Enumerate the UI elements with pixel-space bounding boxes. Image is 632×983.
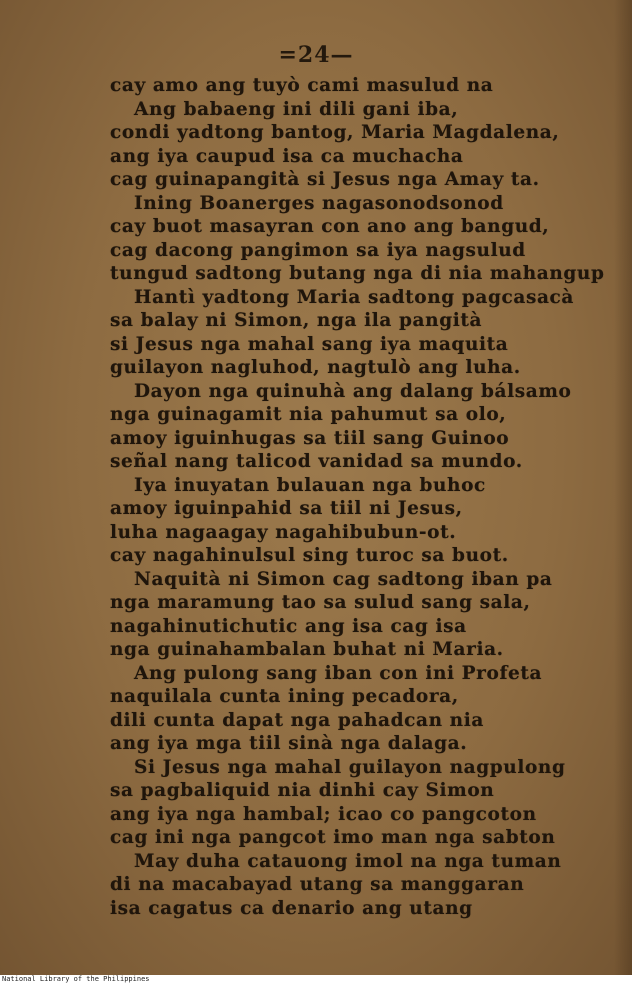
poem-line: amoy iguinhugas sa tiil sang Guinoo: [110, 427, 510, 449]
poem-line: dili cunta dapat nga pahadcan nia: [110, 709, 484, 731]
poem-line: Hantì yadtong Maria sadtong pagcasacà: [134, 286, 574, 308]
poem-line: nga maramung tao sa sulud sang sala,: [110, 592, 531, 613]
poem-line: amoy iguinpahid sa tiil ni Jesus,: [110, 498, 463, 519]
poem-line: Naquità ni Simon cag sadtong iban pa: [134, 568, 553, 590]
poem-line: cay nagahinulsul sing turoc sa buot.: [110, 545, 509, 566]
poem-line: si Jesus nga mahal sang iya maquita: [110, 333, 509, 355]
poem-line: ang iya mga tiil sinà nga dalaga.: [110, 733, 468, 754]
poem-line: cag ini nga pangcot imo man nga sabton: [110, 827, 556, 848]
poem-line: cay amo ang tuyò cami masulud na: [110, 75, 494, 96]
poem-line: Si Jesus nga mahal guilayon nagpulong: [134, 756, 566, 778]
page-edge-shadow: [614, 0, 632, 975]
poem-line: tungud sadtong butang nga di nia mahangup: [110, 263, 605, 284]
poem-line: guilayon nagluhod, nagtulò ang luha.: [110, 357, 521, 378]
poem-line: cag dacong pangimon sa iya nagsulud: [110, 239, 526, 261]
poem-line: nagahinutichutic ang isa cag isa: [110, 615, 467, 637]
poem-line: Ang pulong sang iban con ini Profeta: [134, 662, 543, 684]
library-credit: National Library of the Philippines: [2, 975, 150, 983]
poem-line: May duha catauong imol na nga tuman: [134, 850, 562, 872]
poem-line: cay buot masayran con ano ang bangud,: [110, 216, 550, 237]
poem-line: Ining Boanerges nagasonodsonod: [134, 192, 504, 214]
poem-line: luha nagaagay nagahibubun-ot.: [110, 521, 457, 543]
poem-line: nga guinahambalan buhat ni Maria.: [110, 639, 504, 660]
poem-text-block: [110, 74, 605, 920]
poem-line: señal nang talicod vanidad sa mundo.: [110, 451, 523, 472]
poem-line: nga guinagamit nia pahumut sa olo,: [110, 404, 507, 425]
poem-line: ang iya nga hambal; icao co pangcoton: [110, 803, 537, 825]
poem-line: sa pagbaliquid nia dinhi cay Simon: [110, 780, 495, 801]
poem-line: sa balay ni Simon, nga ila pangità: [110, 310, 483, 331]
poem-line: isa cagatus ca denario ang utang: [110, 897, 473, 919]
poem-line: Ang babaeng ini dili gani iba,: [134, 98, 459, 120]
poem-line: condi yadtong bantog, Maria Magdalena,: [110, 122, 560, 143]
poem-line: di na macabayad utang sa manggaran: [110, 874, 525, 895]
poem-line: cag guinapangità si Jesus nga Amay ta.: [110, 169, 540, 190]
poem-line: naquilala cunta ining pecadora,: [110, 686, 459, 707]
poem-line: Dayon nga quinuhà ang dalang bálsamo: [134, 380, 572, 402]
poem-line: Iya inuyatan bulauan nga buhoc: [134, 474, 486, 496]
poem-line: ang iya caupud isa ca muchacha: [110, 145, 464, 167]
page-number: =24—: [278, 42, 354, 68]
